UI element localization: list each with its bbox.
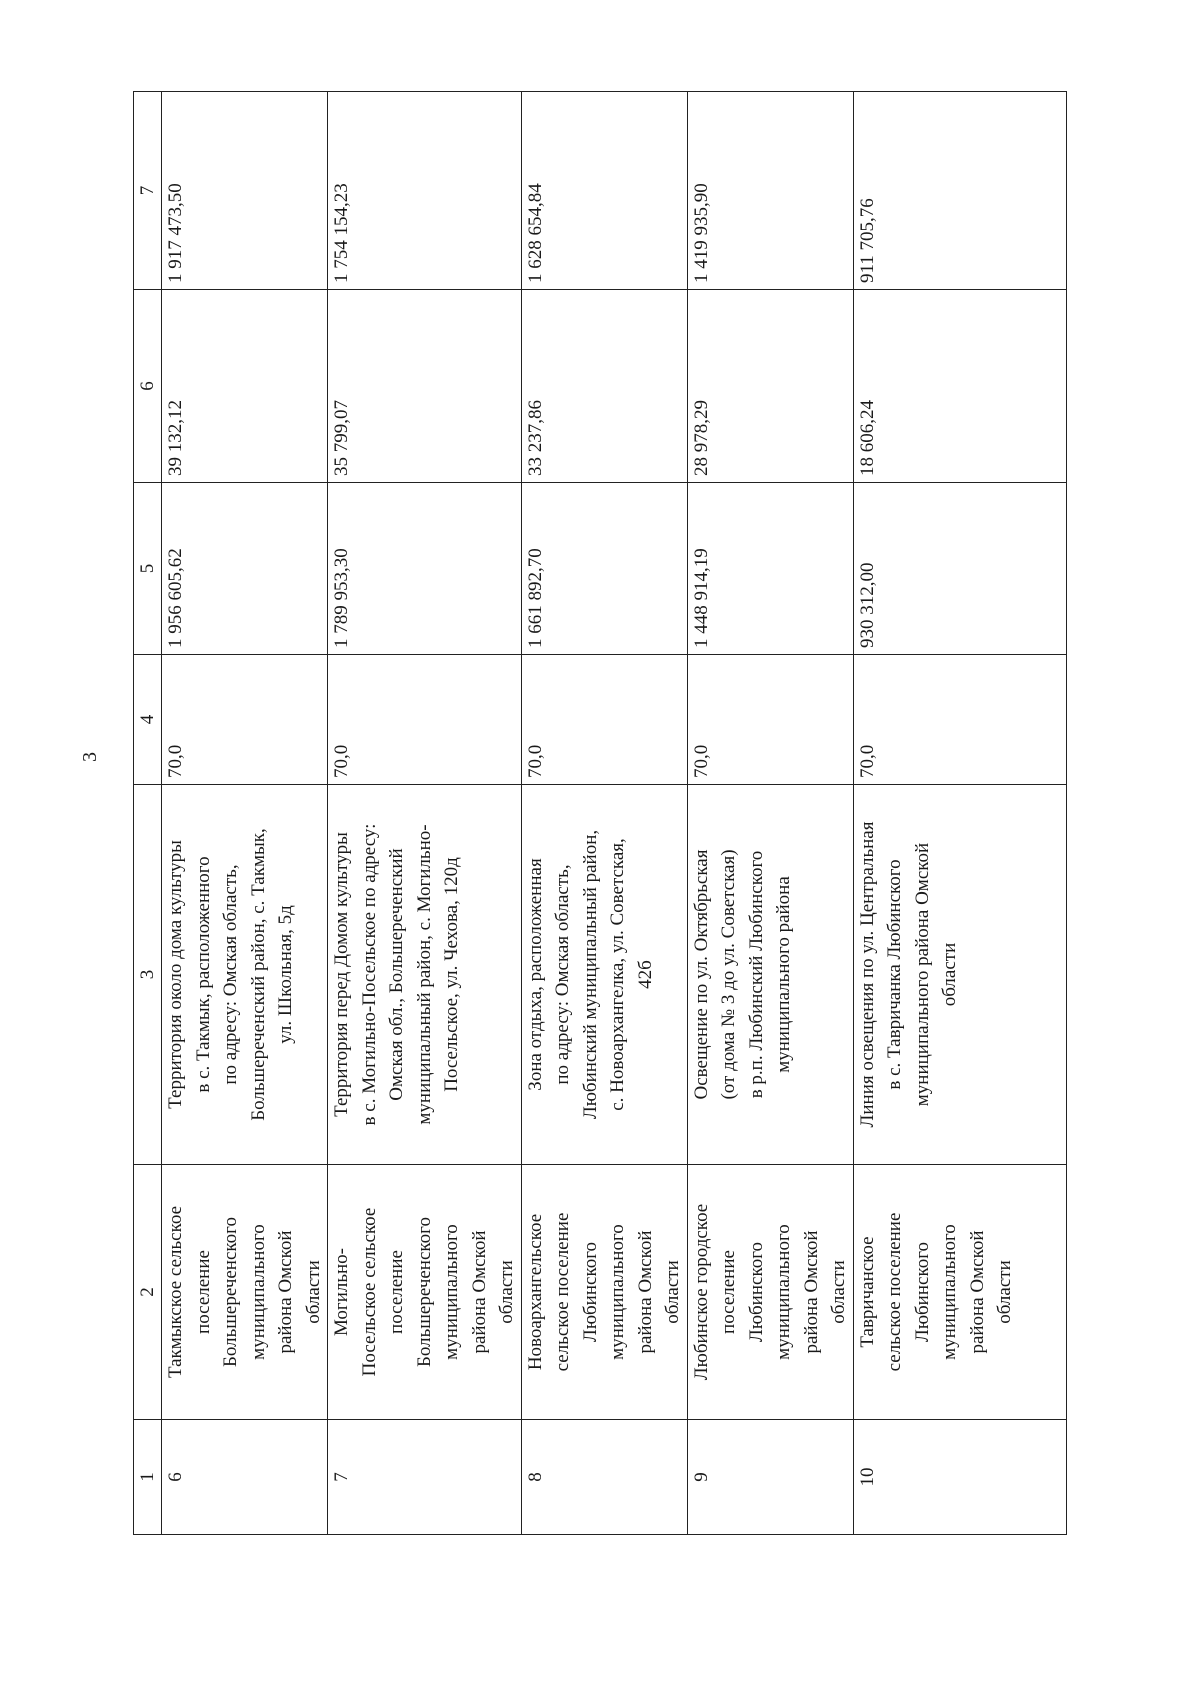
table-row <box>687 92 853 1535</box>
header-cell: 2 <box>134 1165 162 1420</box>
table-row <box>853 92 1066 1535</box>
page-number: 3 <box>79 752 101 762</box>
value-cell-7: 1 628 654,84 <box>521 92 687 290</box>
table-row <box>162 92 328 1535</box>
value-cell-6: 35 799,07 <box>328 290 522 483</box>
header-cell: 7 <box>134 92 162 290</box>
value-cell-7: 911 705,76 <box>853 92 1066 290</box>
value-cell-4: 70,0 <box>521 655 687 785</box>
data-table <box>133 91 1067 1535</box>
table-row <box>521 92 687 1535</box>
header-row <box>134 92 162 1535</box>
value-cell-6: 39 132,12 <box>162 290 328 483</box>
settlement-cell: Такмыкское сельское поселение Большереченского муниципального района Омской области <box>162 1165 328 1420</box>
value-cell-4: 70,0 <box>853 655 1066 785</box>
value-cell-5: 1 956 605,62 <box>162 483 328 655</box>
object-cell: Освещение по ул. Октябрьская (от дома № 3 до ул. Советская) в р.п. Любинский Любинского муниципального района <box>687 785 853 1165</box>
table-row <box>328 92 522 1535</box>
object-cell: Территория около дома культуры в с. Такмык, расположенного по адресу: Омская область, Большереченский район, с. Такмык, ул. Школьная, 5д <box>162 785 328 1165</box>
row-number: 8 <box>521 1420 687 1535</box>
value-cell-5: 930 312,00 <box>853 483 1066 655</box>
header-cell: 3 <box>134 785 162 1165</box>
value-cell-5: 1 448 914,19 <box>687 483 853 655</box>
object-cell: Зона отдыха, расположенная по адресу: Омская область, Любинский муниципальный район, с. Новоархангелка, ул. Советская, 42б <box>521 785 687 1165</box>
row-number: 7 <box>328 1420 522 1535</box>
value-cell-4: 70,0 <box>328 655 522 785</box>
value-cell-7: 1 917 473,50 <box>162 92 328 290</box>
data-table-rotated <box>133 92 1015 1535</box>
object-cell: Территория перед Домом культуры в с. Могильно-Посельское по адресу: Омская обл., Большереченский муниципальный район, с. Могильно- Посельское, ул. Чехова, 120д <box>328 785 522 1165</box>
value-cell-4: 70,0 <box>162 655 328 785</box>
value-cell-7: 1 754 154,23 <box>328 92 522 290</box>
header-cell: 6 <box>134 290 162 483</box>
value-cell-6: 18 606,24 <box>853 290 1066 483</box>
value-cell-5: 1 789 953,30 <box>328 483 522 655</box>
header-cell: 4 <box>134 655 162 785</box>
value-cell-4: 70,0 <box>687 655 853 785</box>
settlement-cell: Любинское городское поселение Любинского муниципального района Омской области <box>687 1165 853 1420</box>
row-number: 10 <box>853 1420 1066 1535</box>
value-cell-6: 33 237,86 <box>521 290 687 483</box>
value-cell-5: 1 661 892,70 <box>521 483 687 655</box>
row-number: 6 <box>162 1420 328 1535</box>
value-cell-6: 28 978,29 <box>687 290 853 483</box>
settlement-cell: Тавричанское сельское поселение Любинского муниципального района Омской области <box>853 1165 1066 1420</box>
settlement-cell: Могильно- Посельское сельское поселение Большереченского муниципального района Омской области <box>328 1165 522 1420</box>
header-cell: 1 <box>134 1420 162 1535</box>
header-cell: 5 <box>134 483 162 655</box>
value-cell-7: 1 419 935,90 <box>687 92 853 290</box>
settlement-cell: Новоархангельское сельское поселение Любинского муниципального района Омской области <box>521 1165 687 1420</box>
object-cell: Линия освещения по ул. Центральная в с. Тавричанка Любинского муниципального района Омской области <box>853 785 1066 1165</box>
row-number: 9 <box>687 1420 853 1535</box>
